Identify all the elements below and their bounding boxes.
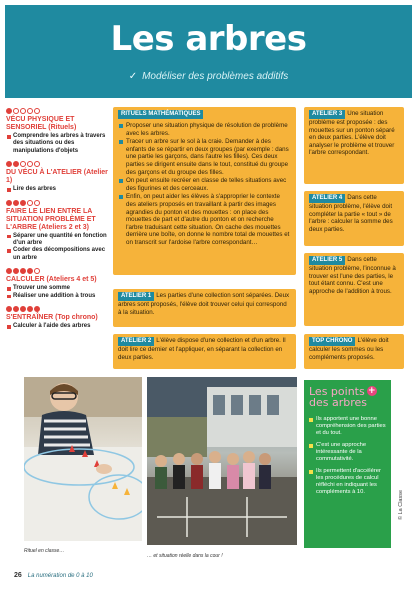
- credit: © La Classe: [398, 489, 404, 520]
- atelier-badge: ATELIER 5: [309, 256, 345, 265]
- page-title: Les arbres: [110, 19, 307, 59]
- page-number: 26: [14, 572, 22, 579]
- classroom-illustration: [24, 377, 142, 541]
- atelier-badge: ATELIER 4: [309, 194, 345, 203]
- list-item: Trouver une somme: [6, 285, 109, 292]
- list-item: On peut ensuite recréer en classe de telles situations avec des figurines et des cerceaux.: [118, 177, 291, 192]
- page-header: [5, 5, 412, 98]
- list-item: C'est une approche intéressante de la commutativité.: [309, 442, 386, 463]
- level-dots: [6, 268, 109, 276]
- step-3: FAIRE LE LIEN ENTRE LA SITUATION PROBLÈME ET L'ARBRE (Ateliers 2 et 3) Séparer une quantité en fonction d'un arbre Coder des décompositions avec un arbre: [6, 200, 109, 263]
- atelier-3-box: ATELIER 3 Une situation problème est proposée : des mouettes sur un ponton séparé en deux parties. L'élève doit analyser le problème et trouver l'arbre correspondant.: [304, 107, 404, 184]
- list-item: Calculer à l'aide des arbres: [6, 323, 109, 330]
- list-item: Réaliser une addition à trous: [6, 293, 109, 300]
- step-2: DU VÉCU À L'ATELIER (Atelier 1) Lire des arbres: [6, 161, 109, 193]
- playground-photo: [147, 377, 297, 545]
- footer-text: La numération de 0 à 10: [27, 573, 93, 579]
- atelier-badge: ATELIER 1: [118, 292, 154, 301]
- photo-caption: … et situation réelle dans la cour !: [147, 553, 223, 559]
- page-footer: [14, 572, 93, 579]
- list-item: Proposer une situation physique de résolution de problème avec les arbres.: [118, 122, 291, 137]
- level-dots: [6, 200, 109, 208]
- step-5: S'ENTRAÎNER (Top chrono) Calculer à l'aide des arbres: [6, 306, 109, 330]
- top-chrono-box: TOP CHRONO L'élève doit calculer les sommes ou les compléments proposés.: [304, 334, 404, 369]
- progression-sidebar: [6, 108, 109, 336]
- level-dots: [6, 108, 109, 116]
- list-item: Enfin, on peut aider les élèves à s'approprier le contexte des ateliers proposés en travaillant à partir des images agrandies du ponton et des mouettes : on place des mouettes de part et d'autre du ponton et on recherche l'arbre traduisant cette situation. On cache des mouettes derrière une boîte, on donne le nombre total de mouettes et on transcrit sur l'ardoise l'arbre correspondant…: [118, 193, 291, 246]
- classroom-photo: [24, 377, 142, 541]
- playground-illustration: [147, 377, 297, 545]
- level-dots: [6, 306, 109, 314]
- list-item: Tracer un arbre sur le sol à la craie. Demander à des enfants de se répartir en deux groupes (par exemple : dans une partie les garçons, dans l'autre les filles). Ces deux parties se dirigent ensuite dans le tout, constitué du groupe des garçons et du groupe des filles.: [118, 138, 291, 176]
- atelier-badge: ATELIER 3: [309, 110, 345, 119]
- rituels-box: [113, 107, 296, 275]
- atelier-badge: TOP CHRONO: [309, 337, 355, 346]
- list-item: Ils permettent d'accélérer les procédures de calcul réfléchi en indiquant les compléments à 10.: [309, 468, 386, 496]
- page-subtitle: ✓ Modéliser des problèmes additifs: [128, 71, 289, 82]
- atelier-badge: ATELIER 2: [118, 337, 154, 346]
- list-item: Lire des arbres: [6, 186, 109, 193]
- list-item: Séparer une quantité en fonction d'un arbre: [6, 233, 109, 248]
- step-4: CALCULER (Ateliers 4 et 5) Trouver une somme Réaliser une addition à trous: [6, 268, 109, 300]
- atelier-5-box: ATELIER 5 Dans cette situation problème, l'inconnue à trouver est l'une des parties, le tout étant connu. C'est une approche de l'addition à trous.: [304, 253, 404, 326]
- atelier-2-box: ATELIER 2 L'élève dispose d'une collection et d'un arbre. Il doit lire ce dernier et l'appliquer, en séparant la collection en deux parties.: [113, 334, 296, 369]
- atelier-1-box: ATELIER 1 Les parties d'une collection sont séparées. Deux arbres sont proposés, l'élève doit trouver celui qui correspond à la situation.: [113, 289, 296, 327]
- list-item: Comprendre les arbres à travers des situations ou des manipulations d'objets: [6, 133, 109, 155]
- plus-icon: +: [367, 386, 376, 396]
- plus-box: [304, 380, 391, 548]
- rituels-badge: RITUELS MATHÉMATIQUES: [118, 110, 203, 119]
- step-1: VÉCU PHYSIQUE ET SENSORIEL (Rituels) Comprendre les arbres à travers des situations ou des manipulations d'objets: [6, 108, 109, 155]
- plus-title: Les points + des arbres: [309, 385, 376, 409]
- atelier-4-box: ATELIER 4 Dans cette situation problème, l'élève doit compléter la partie « tout » de l'arbre : calculer la somme des deux parties.: [304, 191, 404, 246]
- list-item: Ils apportent une bonne compréhension des parties et du tout.: [309, 416, 386, 437]
- photo-caption: Rituel en classe…: [24, 548, 65, 554]
- check-icon: ✓: [128, 71, 138, 82]
- list-item: Coder des décompositions avec un arbre: [6, 247, 109, 262]
